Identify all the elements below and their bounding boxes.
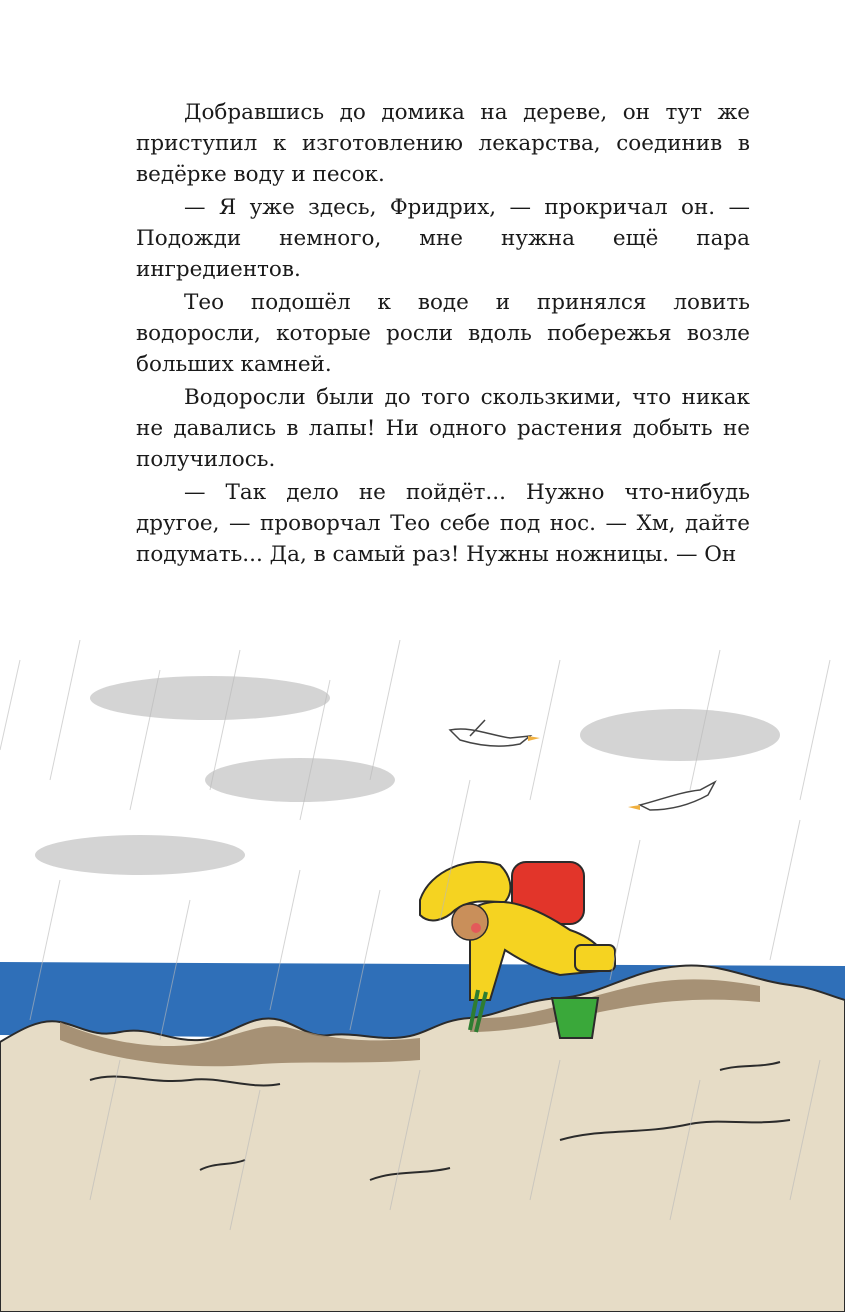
cloud-1 bbox=[90, 676, 330, 720]
paragraph-5: — Так дело не пойдёт... Нужно что-нибудь другое, — проворчал Тео себе под нос. — Хм, дайте подумать... Да, в самый раз! Нужны ножницы. — Он bbox=[136, 480, 750, 567]
paragraph-2: — Я уже здесь, Фридрих, — прокричал он. — Подожди немного, мне нужна ещё пара ингредиентов. bbox=[136, 195, 750, 282]
cloud-3 bbox=[205, 758, 395, 802]
teo-cheek bbox=[471, 923, 481, 933]
teo-face bbox=[452, 904, 488, 940]
cloud-2 bbox=[580, 709, 780, 761]
paragraph-1: Добравшись до домика на дереве, он тут же приступил к изготовлению лекарства, соединив в ведёрке воду и песок. bbox=[136, 100, 750, 187]
green-bucket bbox=[552, 998, 598, 1038]
cloud-4 bbox=[35, 835, 245, 875]
boots bbox=[575, 945, 615, 971]
seagull-1 bbox=[450, 720, 540, 746]
paragraph-3: Тео подошёл к воде и принялся ловить водоросли, которые росли вдоль побережья возле больших камней. bbox=[136, 290, 750, 377]
paragraph-4: Водоросли были до того скользкими, что никак не давались в лапы! Ни одного растения добыть не получилось. bbox=[136, 385, 750, 472]
seagull-2 bbox=[628, 782, 715, 810]
illustration-beach-scene bbox=[0, 640, 845, 1312]
story-text bbox=[136, 97, 750, 572]
